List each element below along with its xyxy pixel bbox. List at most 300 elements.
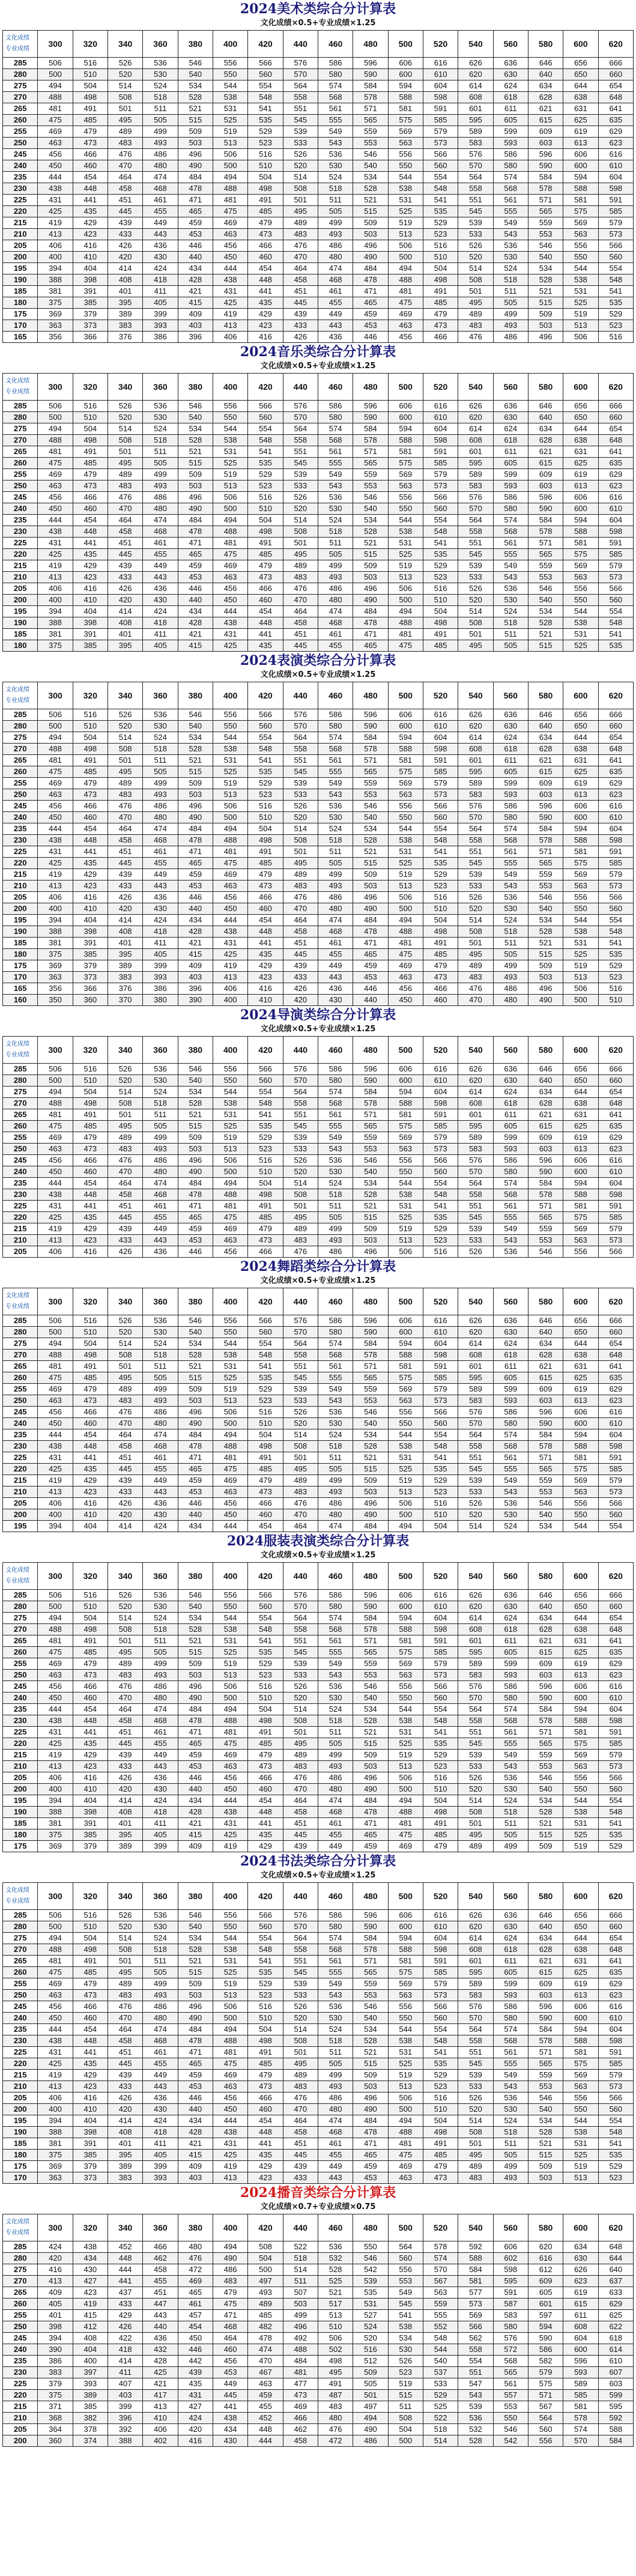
table-cell: 563 [563,1487,598,1498]
table-cell: 605 [493,115,528,126]
table-cell: 550 [563,2104,598,2115]
table-cell: 563 [388,789,423,801]
table-cell: 461 [143,1201,178,1212]
table-cell: 420 [108,252,142,263]
table-cell: 451 [283,2138,318,2150]
table-cell: 525 [388,1738,423,1750]
table-cell: 604 [423,1338,458,1350]
table-cell: 388 [38,926,73,938]
table-cell: 513 [213,1395,247,1407]
table-cell: 606 [563,801,598,812]
table-cell: 475 [213,1464,247,1475]
table-cell: 447 [143,2299,178,2310]
table-cell: 508 [458,274,493,286]
column-header: 520 [423,1037,458,1064]
table-cell: 556 [213,58,247,69]
table-cell: 514 [458,1521,493,1532]
table-cell: 464 [108,1429,142,1441]
column-header: 460 [318,2214,353,2241]
table-cell: 496 [178,149,213,160]
table-cell: 444 [38,172,73,183]
table-cell: 386 [38,2356,73,2367]
table-cell: 555 [318,1121,353,1132]
table-cell: 550 [388,503,423,515]
table-cell: 448 [73,526,108,538]
table-cell: 511 [493,2138,528,2150]
table-cell: 616 [423,1910,458,1921]
table-cell: 531 [388,1452,423,1464]
column-header: 520 [423,374,458,401]
column-header: 500 [388,1563,423,1590]
table-cell: 594 [388,1613,423,1624]
table-cell: 566 [423,1155,458,1166]
table-cell: 638 [563,92,598,103]
table-cell: 551 [283,103,318,115]
row-header: 235 [3,172,38,183]
table-cell: 445 [283,297,318,309]
table-cell: 478 [178,2035,213,2047]
table-cell: 510 [248,2013,283,2024]
column-header: 360 [143,1883,178,1910]
table-cell: 581 [563,538,598,549]
table-row [3,972,634,983]
table-cell: 449 [213,2378,247,2390]
row-header: 280 [3,1327,38,1338]
table-cell: 570 [283,412,318,423]
table-cell: 580 [493,1693,528,1704]
corner-header [3,1883,38,1910]
table-cell: 509 [178,469,213,480]
table-cell: 514 [423,2435,458,2447]
table-cell: 539 [458,1750,493,1761]
table-cell: 464 [283,915,318,926]
table-cell: 468 [143,1715,178,1727]
table-cell: 504 [73,423,108,435]
table-cell: 469 [38,1384,73,1395]
table-cell: 528 [178,1098,213,1109]
table-cell: 536 [143,401,178,412]
table-cell: 621 [528,1635,563,1647]
table-cell: 514 [283,823,318,835]
table-cell: 621 [528,103,563,115]
table-cell: 435 [248,1829,283,1841]
row-header: 205 [3,1498,38,1509]
table-row [3,1372,634,1384]
table-cell: 550 [388,1693,423,1704]
table-row [3,995,634,1006]
table-cell: 488 [283,2344,318,2356]
row-header: 230 [3,526,38,538]
table-cell: 523 [598,320,633,332]
table-cell: 556 [388,149,423,160]
table-row [3,332,634,343]
table-cell: 573 [423,1144,458,1155]
table-cell: 435 [73,206,108,217]
table-cell: 471 [178,1201,213,1212]
table-cell: 540 [423,2356,458,2367]
table-cell: 616 [598,1681,633,1693]
table-cell: 415 [178,1829,213,1841]
table-cell: 545 [458,1738,493,1750]
corner-culture-label: 文化成绩 [5,2219,29,2225]
score-table [2,1036,634,1258]
table-cell: 456 [213,1772,247,1784]
table-cell: 540 [353,1418,388,1429]
table-cell: 410 [73,2104,108,2115]
table-cell: 578 [528,835,563,846]
table-cell: 499 [318,1750,353,1761]
row-header: 190 [3,617,38,629]
table-cell: 498 [73,1098,108,1109]
table-cell: 491 [423,2138,458,2150]
table-cell: 508 [108,1098,142,1109]
table-cell: 456 [213,2356,247,2367]
table-cell: 411 [143,2138,178,2150]
table-row [3,286,634,297]
table-cell: 538 [388,2321,423,2333]
table-cell: 508 [283,1715,318,1727]
table-cell: 544 [213,423,247,435]
table-row [3,1956,634,1967]
table-cell: 588 [388,1098,423,1109]
table-cell: 458 [283,926,318,938]
table-cell: 519 [213,126,247,138]
table-cell: 448 [248,2424,283,2435]
table-cell: 505 [493,2150,528,2161]
header-row [3,2214,634,2241]
table-cell: 646 [528,401,563,412]
table-cell: 644 [598,2253,633,2264]
table-cell: 542 [493,2435,528,2447]
table-cell: 476 [458,983,493,995]
table-cell: 440 [353,995,388,1006]
table-cell: 389 [73,2390,108,2401]
table-cell: 500 [388,2435,423,2447]
table-row [3,1132,634,1144]
table-cell: 529 [423,217,458,229]
column-header: 560 [493,682,528,709]
table-cell: 608 [458,1624,493,1635]
table-cell: 590 [353,412,388,423]
table-row [3,2161,634,2172]
table-cell: 459 [353,960,388,972]
table-cell: 504 [248,2253,283,2264]
table-cell: 548 [248,1098,283,1109]
table-cell: 515 [178,1372,213,1384]
table-cell: 509 [353,1223,388,1235]
table-cell: 510 [248,160,283,172]
table-cell: 540 [178,1075,213,1086]
table-cell: 473 [73,789,108,801]
table-cell: 544 [213,1338,247,1350]
table-cell: 621 [528,755,563,766]
table-cell: 666 [598,401,633,412]
table-cell: 624 [493,423,528,435]
table-cell: 433 [108,1235,142,1246]
table-cell: 539 [353,2276,388,2287]
table-cell: 481 [388,629,423,640]
table-cell: 493 [143,138,178,149]
table-cell: 501 [283,2047,318,2058]
table-cell: 481 [283,2367,318,2378]
column-header: 540 [458,1883,493,1910]
table-cell: 383 [108,2172,142,2184]
table-cell: 489 [108,126,142,138]
table-cell: 496 [353,892,388,903]
table-cell: 575 [528,2378,563,2390]
table-cell: 524 [493,1795,528,1807]
row-header: 260 [3,1372,38,1384]
row-header: 200 [3,1509,38,1521]
table-cell: 504 [73,1933,108,1944]
table-cell: 433 [108,1487,142,1498]
table-cell: 463 [388,2172,423,2184]
row-header: 220 [3,1738,38,1750]
table-cell: 413 [143,2401,178,2413]
table-cell: 533 [458,1235,493,1246]
table-cell: 548 [423,1189,458,1201]
table-row [3,1498,634,1509]
table-cell: 566 [248,1590,283,1601]
corner-culture-label: 文化成绩 [5,1041,29,1047]
table-cell: 568 [318,1944,353,1956]
table-cell: 598 [423,92,458,103]
column-header: 600 [563,1563,598,1590]
table-cell: 538 [388,526,423,538]
table-cell: 596 [528,149,563,160]
table-cell: 460 [248,252,283,263]
table-cell: 563 [388,1670,423,1681]
table-cell: 493 [143,1395,178,1407]
table-cell: 529 [598,309,633,320]
table-cell: 481 [38,755,73,766]
table-cell: 523 [423,2081,458,2093]
table-cell: 524 [143,732,178,744]
table-cell: 513 [388,2081,423,2093]
row-header: 205 [3,1772,38,1784]
table-cell: 529 [423,1475,458,1487]
table-cell: 393 [143,320,178,332]
table-cell: 553 [353,138,388,149]
table-cell: 548 [598,1807,633,1818]
table-cell: 640 [528,1327,563,1338]
table-cell: 452 [248,2413,283,2424]
table-cell: 563 [563,880,598,892]
table-cell: 439 [108,1475,142,1487]
column-header: 580 [528,1037,563,1064]
table-cell: 476 [108,1407,142,1418]
table-cell: 439 [108,1750,142,1761]
table-cell: 454 [248,1795,283,1807]
table-cell: 469 [38,1132,73,1144]
table-cell: 634 [528,1086,563,1098]
table-cell: 498 [423,2127,458,2138]
table-cell: 510 [73,69,108,80]
table-row [3,2401,634,2413]
table-cell: 460 [213,2344,247,2356]
table-cell: 500 [388,1784,423,1795]
table-cell: 541 [423,846,458,858]
table-row [3,320,634,332]
column-header: 400 [213,2214,247,2241]
table-cell: 506 [388,1498,423,1509]
table-row [3,789,634,801]
table-cell: 390 [38,2344,73,2356]
table-cell: 610 [598,160,633,172]
row-header: 270 [3,744,38,755]
table-cell: 584 [528,1704,563,1715]
table-cell: 594 [563,823,598,835]
table-cell: 520 [108,1075,142,1086]
column-header: 480 [353,374,388,401]
table-row [3,1521,634,1532]
table-cell: 550 [563,903,598,915]
table-cell: 469 [388,1841,423,1852]
table-cell: 488 [388,617,423,629]
table-cell: 506 [213,1155,247,1166]
table-cell: 418 [143,274,178,286]
row-header: 255 [3,778,38,789]
table-cell: 538 [213,744,247,755]
table-cell: 569 [388,469,423,480]
table-cell: 444 [38,1429,73,1441]
table-cell: 526 [458,583,493,595]
table-cell: 494 [213,1429,247,1441]
table-cell: 604 [598,2024,633,2035]
table-cell: 490 [178,1418,213,1429]
table-cell: 505 [318,549,353,560]
table-cell: 525 [388,549,423,560]
table-cell: 516 [73,58,108,69]
table-cell: 609 [528,1384,563,1395]
table-cell: 535 [248,458,283,469]
table-cell: 546 [178,709,213,721]
table-cell: 419 [213,2161,247,2172]
table-cell: 567 [423,2276,458,2287]
table-cell: 534 [528,1795,563,1807]
table-cell: 554 [248,1086,283,1098]
table-cell: 364 [38,2424,73,2435]
table-cell: 588 [388,92,423,103]
table-cell: 496 [353,1246,388,1258]
table-cell: 604 [423,732,458,744]
table-cell: 531 [353,2299,388,2310]
table-cell: 446 [178,1246,213,1258]
table-cell: 635 [598,1121,633,1132]
table-cell: 407 [108,2378,142,2390]
table-cell: 396 [108,2413,142,2424]
table-cell: 498 [318,2356,353,2367]
table-cell: 606 [563,1155,598,1166]
table-cell: 533 [458,1487,493,1498]
table-cell: 584 [353,1338,388,1350]
table-cell: 578 [353,1944,388,1956]
table-cell: 536 [318,1407,353,1418]
row-header: 200 [3,2104,38,2115]
row-header: 240 [3,812,38,823]
table-cell: 516 [248,1155,283,1166]
table-cell: 495 [108,766,142,778]
table-cell: 601 [458,103,493,115]
table-cell: 603 [528,1990,563,2001]
table-cell: 591 [423,103,458,115]
table-cell: 544 [213,80,247,92]
table-cell: 598 [493,2264,528,2276]
table-cell: 565 [353,1647,388,1658]
table-cell: 545 [283,1121,318,1132]
table-cell: 480 [318,2104,353,2115]
table-cell: 578 [353,1098,388,1109]
table-cell: 494 [213,2241,247,2253]
table-cell: 540 [178,1601,213,1613]
table-cell: 575 [388,458,423,469]
table-cell: 495 [458,640,493,652]
table-cell: 523 [423,1235,458,1246]
table-cell: 398 [73,617,108,629]
row-header: 180 [3,949,38,960]
table-cell: 436 [143,240,178,252]
table-cell: 511 [318,538,353,549]
table-cell: 419 [38,2070,73,2081]
column-header: 500 [388,374,423,401]
row-header: 255 [3,1132,38,1144]
table-cell: 579 [598,560,633,572]
table-cell: 456 [38,492,73,503]
table-cell: 573 [423,1395,458,1407]
table-cell: 433 [108,880,142,892]
table-cell: 394 [38,2333,73,2344]
table-cell: 559 [528,1750,563,1761]
table-cell: 618 [493,1624,528,1635]
table-row [3,2058,634,2070]
row-header: 260 [3,2299,38,2310]
table-cell: 635 [598,1647,633,1658]
table-cell: 505 [493,640,528,652]
table-cell: 466 [283,2413,318,2424]
table-cell: 518 [143,1624,178,1635]
table-cell: 488 [38,1944,73,1956]
table-cell: 541 [423,195,458,206]
table-cell: 523 [248,1670,283,1681]
table-cell: 609 [528,1132,563,1144]
table-cell: 483 [108,1670,142,1681]
column-header: 560 [493,2214,528,2241]
table-cell: 610 [598,2356,633,2367]
table-cell: 400 [38,1509,73,1521]
table-cell: 609 [528,778,563,789]
table-cell: 406 [213,332,247,343]
row-header: 220 [3,858,38,869]
table-cell: 549 [493,1750,528,1761]
score-table [2,1562,634,1852]
table-cell: 598 [423,1350,458,1361]
table-cell: 490 [353,1784,388,1795]
table-cell: 535 [598,640,633,652]
table-row [3,778,634,789]
table-cell: 513 [213,480,247,492]
table-cell: 596 [353,58,388,69]
table-cell: 494 [213,2024,247,2035]
table-cell: 409 [178,1841,213,1852]
row-header: 200 [3,903,38,915]
table-cell: 609 [528,469,563,480]
table-cell: 533 [283,1395,318,1407]
table-cell: 415 [178,949,213,960]
table-cell: 495 [108,458,142,469]
table-cell: 561 [493,1201,528,1212]
table-cell: 489 [283,2070,318,2081]
table-cell: 521 [353,1452,388,1464]
